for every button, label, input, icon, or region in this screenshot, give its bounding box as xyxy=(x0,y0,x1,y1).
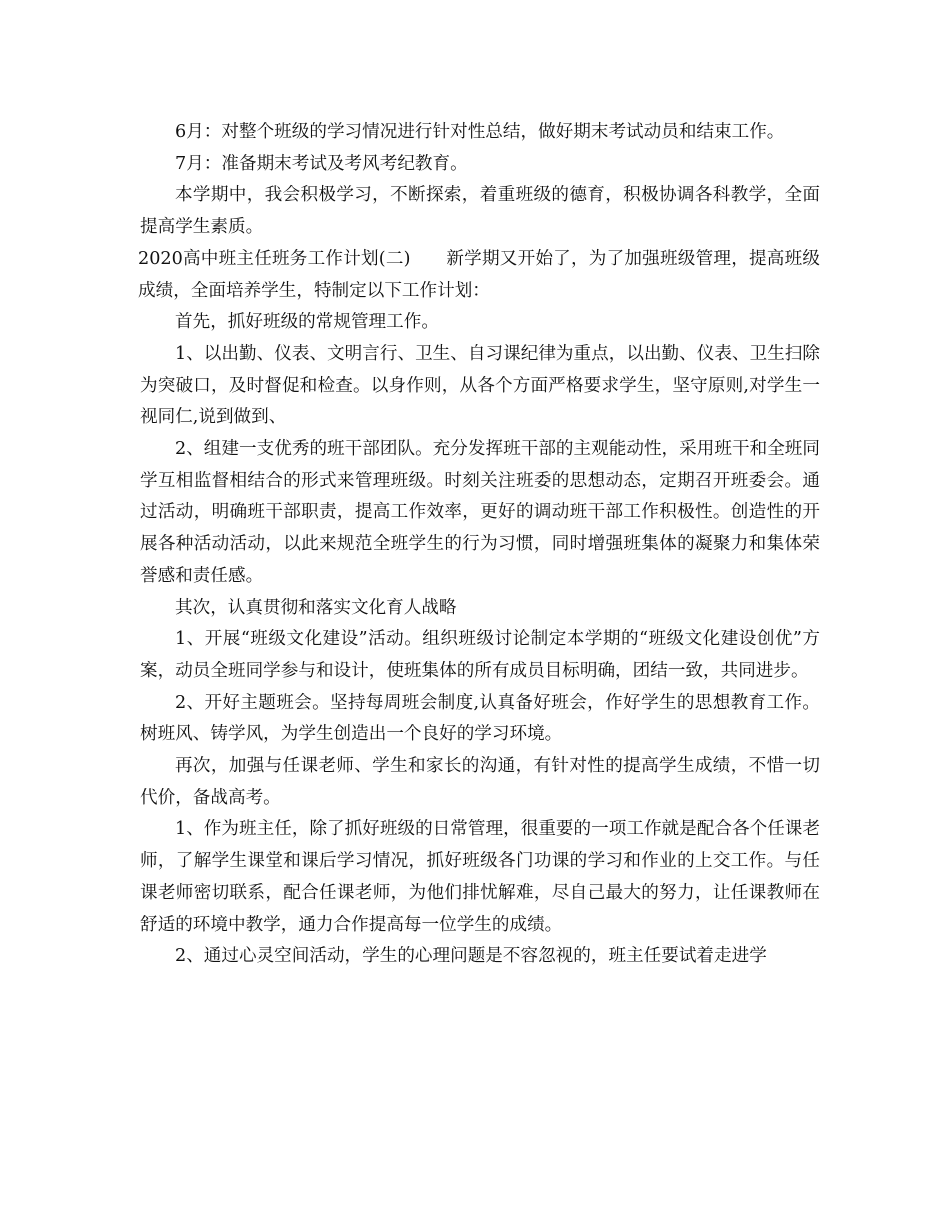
paragraph-second-culture: 其次，认真贯彻和落实文化育人战略 xyxy=(175,597,457,618)
paragraph-routine-item-1: 1、以出勤、仪表、文明言行、卫生、自习课纪律为重点，以出勤、仪表、卫生扫除为突破口，及时督促和检查。以身作则，从各个方面严格要求学生，坚守原则,对学生一视同仁,说到做到、 xyxy=(140,343,820,428)
paragraph-culture-item-1: 1、开展“班级文化建设”活动。组织班级讨论制定本学期的“班级文化建设创优”方案，动员全班同学参与和设计，使班集体的所有成员目标明确，团结一致，共同进步。 xyxy=(140,629,820,681)
paragraph-semester-summary: 本学期中，我会积极学习，不断探索，着重班级的德育，积极协调各科教学，全面提高学生素质。 xyxy=(140,185,820,238)
paragraph-routine-item-2: 2、组建一支优秀的班干部团队。充分发挥班干部的主观能动性，采用班干和全班同学互相监督相结合的形式来管理班级。时刻关注班委的思想动态，定期召开班委会。通过活动，明确班干部职责，提高工作效率，更好的调动班干部工作积极性。创造性的开展各种活动活动，以此来规范全班学生的行为习惯，同时增强班集体的凝聚力和集体荣誉感和责任感。 xyxy=(140,439,820,586)
paragraph-third-communication: 再次，加强与任课老师、学生和家长的沟通，有针对性的提高学生成绩，不惜一切代价，备战高考。 xyxy=(140,756,820,808)
document-body xyxy=(140,117,820,973)
paragraph-culture-item-2: 2、开好主题班会。坚持每周班会制度,认真备好班会，作好学生的思想教育工作。树班风、铸学风，为学生创造出一个良好的学习环境。 xyxy=(140,692,820,745)
paragraph-june-plan: 6月：对整个班级的学习情况进行针对性总结，做好期末考试动员和结束工作。 xyxy=(175,122,785,142)
paragraph-communication-item-2: 2、通过心灵空间活动，学生的心理问题是不容忽视的，班主任要试着走进学 xyxy=(175,946,767,967)
paragraph-first-routine: 首先，抓好班级的常规管理工作。 xyxy=(175,312,439,333)
paragraph-communication-item-1: 1、作为班主任，除了抓好班级的日常管理，很重要的一项工作就是配合各个任课老师，了解学生课堂和课后学习情况，抓好班级各门功课的学习和作业的上交工作。与任课老师密切联系，配合任课老师，为他们排忧解难，尽自己最大的努力，让任课教师在舒适的环境中教学，通力合作提高每一位学生的成绩。 xyxy=(140,819,820,935)
paragraph-july-plan: 7月：准备期末考试及考风考纪教育。 xyxy=(175,153,468,174)
paragraph-plan-two-heading: 2020高中班主任班务工作计划(二) 新学期又开始了，为了加强班级管理，提高班级成绩，全面培养学生，特制定以下工作计划： xyxy=(138,248,820,301)
